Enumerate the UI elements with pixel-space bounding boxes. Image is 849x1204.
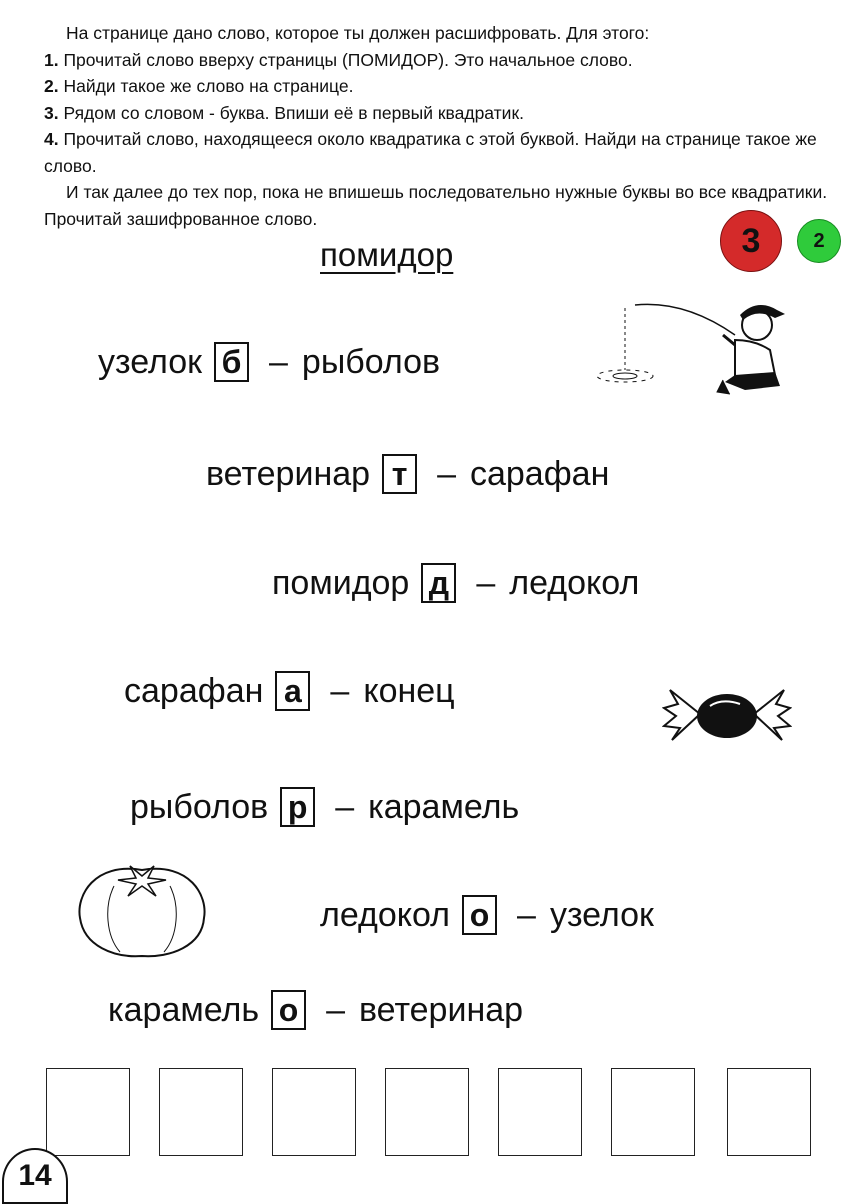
step-text: Найди такое же слово на странице. — [58, 76, 354, 96]
row-word-right: сарафан — [469, 454, 610, 493]
word-row — [130, 787, 519, 827]
answer-box-1[interactable] — [46, 1068, 130, 1156]
row-word-right: рыболов — [301, 342, 441, 381]
answer-box-3[interactable] — [272, 1068, 356, 1156]
instruction-step-4 — [44, 126, 834, 179]
instructions-outro: И так далее до тех пор, пока не впишешь последовательно нужные буквы во все квадратики. Прочитай зашифрованное слово. — [44, 182, 828, 229]
row-dash: – — [517, 895, 536, 934]
row-dash: – — [330, 671, 350, 710]
answer-box-5[interactable] — [498, 1068, 582, 1156]
word-row — [98, 342, 440, 382]
instructions — [44, 20, 834, 232]
row-word-left: сарафан — [124, 671, 264, 710]
row-dash: – — [335, 787, 355, 826]
row-letter-box: р — [280, 787, 315, 827]
row-word-left: ветеринар — [206, 454, 371, 493]
row-letter-box: т — [382, 454, 417, 494]
row-dash: – — [437, 454, 456, 493]
word-row — [206, 454, 609, 494]
page-number: 14 — [2, 1148, 68, 1204]
step-number: 4. — [44, 129, 59, 149]
tomato-icon — [74, 856, 210, 962]
word-row — [272, 563, 639, 603]
step-number: 1. — [44, 49, 59, 70]
step-number: 3. — [44, 102, 59, 123]
instructions-intro: На странице дано слово, которое ты должен расшифровать. Для этого: — [66, 23, 650, 43]
word-row — [108, 990, 523, 1030]
score-badge-red: 3 — [720, 210, 782, 272]
row-word-left: ледокол — [320, 895, 451, 934]
answer-box-4[interactable] — [385, 1068, 469, 1156]
answer-box-7[interactable] — [727, 1068, 811, 1156]
row-word-left: узелок — [98, 342, 202, 381]
word-row — [320, 895, 654, 935]
row-word-right: ледокол — [509, 563, 640, 602]
row-letter-box: о — [271, 990, 306, 1030]
answer-box-6[interactable] — [611, 1068, 695, 1156]
row-letter-box: б — [214, 342, 249, 382]
candy-icon — [662, 684, 792, 746]
row-dash: – — [269, 342, 288, 381]
step-text: Прочитай слово, находящееся около квадратика с этой буквой. Найди на странице такое же слово. — [44, 129, 817, 176]
row-letter-box: о — [462, 895, 497, 935]
step-text: Рядом со словом - буква. Впиши её в первый квадратик. — [58, 102, 524, 123]
answer-box-2[interactable] — [159, 1068, 243, 1156]
row-word-right: карамель — [368, 787, 520, 826]
step-number: 2. — [44, 76, 59, 96]
row-letter-box: д — [421, 563, 456, 603]
instruction-step-2 — [44, 73, 834, 100]
row-dash: – — [326, 990, 345, 1029]
step-text: Прочитай слово вверху страницы (ПОМИДОР). Это начальное слово. — [58, 49, 633, 70]
instruction-step-3 — [44, 100, 834, 127]
fisherman-icon — [585, 290, 800, 400]
row-dash: – — [476, 563, 496, 602]
row-word-left: помидор — [272, 563, 410, 602]
row-word-left: карамель — [108, 990, 260, 1029]
instruction-step-1 — [44, 47, 834, 74]
start-word: помидор — [320, 236, 454, 273]
row-word-right: узелок — [549, 895, 654, 934]
row-word-left: рыболов — [130, 787, 269, 826]
score-badge-green: 2 — [797, 219, 841, 263]
row-letter-box: а — [275, 671, 310, 711]
word-row — [124, 671, 455, 711]
row-word-right: конец — [363, 671, 455, 710]
row-word-right: ветеринар — [358, 990, 524, 1029]
